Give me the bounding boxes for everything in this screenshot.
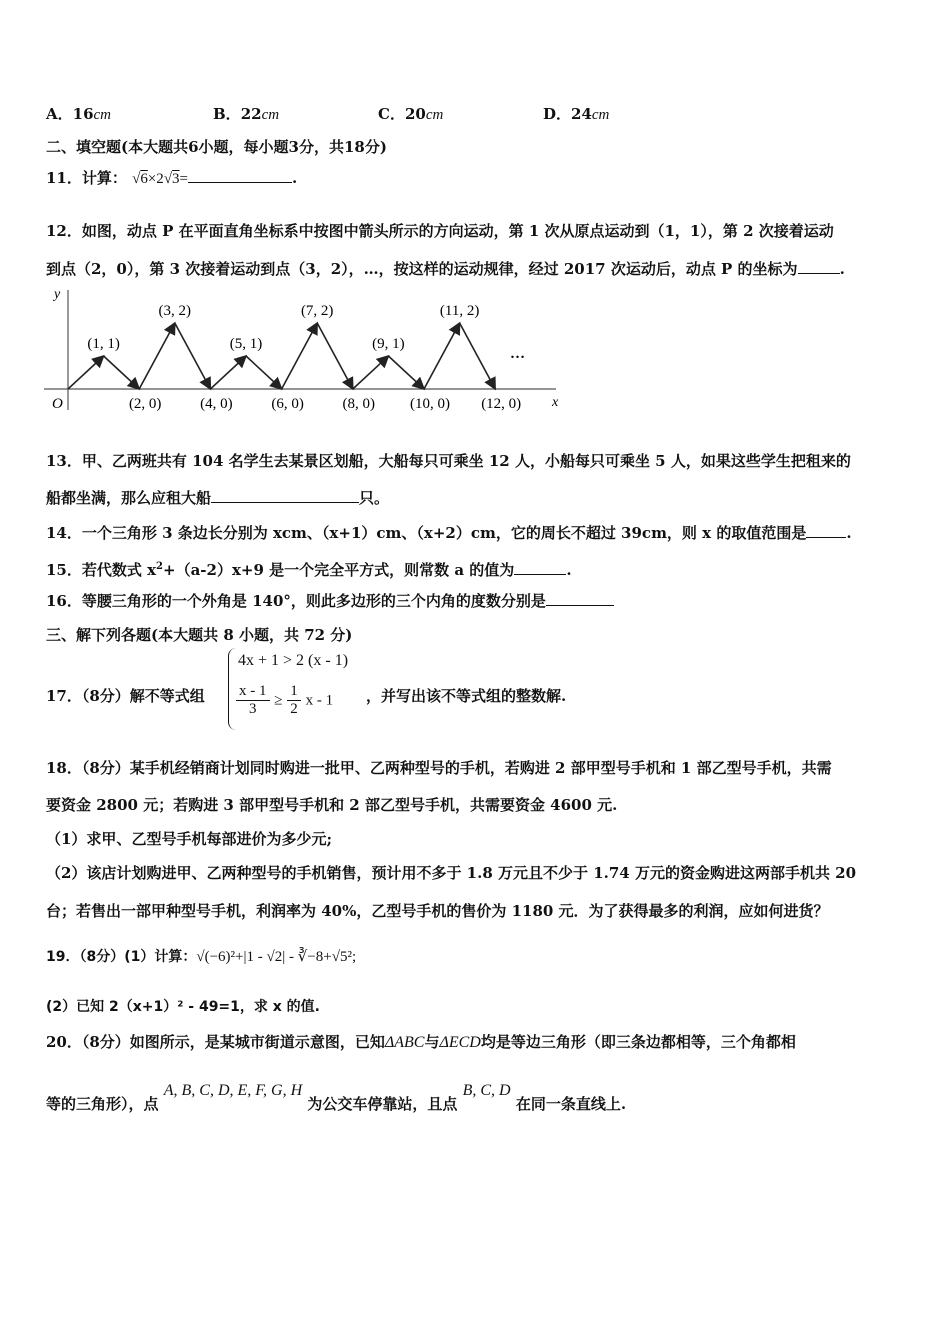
path-segment <box>175 323 211 389</box>
path-segment <box>388 356 424 389</box>
collinear-points-label: B, C, D <box>462 1082 511 1099</box>
answer-blank <box>188 168 292 183</box>
question-12-line2: 到点（2，0），第 3 次接着运动到点（3，2），…，按这样的运动规律，经过 2017 次运动后，动点 P 的坐标为 . <box>46 260 845 278</box>
bus-stops-label: A, B, C, D, E, F, G, H <box>163 1082 303 1099</box>
answer-blank <box>514 560 566 575</box>
axis-point-label: (6, 0) <box>271 396 304 412</box>
inequality-1: 4x + 1 > 2 (x - 1) <box>238 652 349 669</box>
path-segment <box>353 356 389 389</box>
axis-point-label: (10, 0) <box>410 396 450 412</box>
question-13-line1: 13．甲、乙两班共有 104 名学生去某景区划船，大船每只可乘坐 12 人，小船每只可乘坐 5 人，如果这些学生把租来的 <box>46 452 851 470</box>
option-c: C．20cm <box>378 105 444 123</box>
path-segment <box>68 356 104 389</box>
option-a: A．16cm <box>46 105 112 123</box>
point-label: (7, 2) <box>300 303 334 319</box>
question-18-sub2-line1: （2）该店计划购进甲、乙两种型号的手机销售，预计用不多于 1.8 万元且不少于 1.74 万元的资金购进这两部手机共 20 <box>46 864 857 882</box>
q19-expression: √(−6)²+|1 - √2| - ∛−8+√5²; <box>196 949 357 965</box>
question-17-prefix: 17．（8分）解不等式组 <box>46 687 205 705</box>
x-axis-label: x <box>552 395 559 410</box>
question-18-sub2-line2: 台；若售出一部甲种型号手机，利润率为 40%，乙型号手机的售价为 1180 元．为了获得最多的利润，应如何进货？ <box>46 902 829 920</box>
path-segment <box>246 356 282 389</box>
question-16: 16．等腰三角形的一个外角是 140°，则此多边形的三个内角的度数分别是 <box>46 591 614 611</box>
question-13-line2: 船都坐满，那么应租大船 只。 <box>46 489 390 507</box>
path-segment <box>104 356 140 389</box>
path-segment <box>424 323 460 389</box>
question-15: 15．若代数式 $x^2+(a-2)x+9$ 是一个完全平方式，则常数 a 的值为 . <box>46 561 572 579</box>
origin-label: O <box>52 396 63 412</box>
zigzag-graph <box>44 284 564 416</box>
axis-point-label: (12, 0) <box>481 396 522 412</box>
axis-point-label: (2, 0) <box>128 396 162 412</box>
answer-blank <box>546 591 614 606</box>
q11-expression: √6×2√3= <box>132 171 189 187</box>
path-segment <box>460 323 496 389</box>
path-segment <box>139 323 175 389</box>
answer-blank <box>798 259 840 274</box>
question-18-line2: 要资金 2800 元；若购进 3 部甲型号手机和 2 部乙型号手机，共需要资金 4600 元. <box>46 796 618 814</box>
question-18-sub1: （1）求甲、乙型号手机每部进价为多少元; <box>46 830 332 848</box>
question-12-line1: 12．如图，动点 P 在平面直角坐标系中按图中箭头所示的方向运动，第 1 次从原点运动到（1，1），第 2 次接着运动 <box>46 222 834 240</box>
question-20-line1: 20．（8分）如图所示，是某城市街道示意图，已知ΔABC与ΔECD均是等边三角形（即三条边都相等，三个角都相 <box>46 1033 796 1051</box>
question-18-line1: 18．（8分）某手机经销商计划同时购进一批甲、乙两种型号的手机，若购进 2 部甲型号手机和 1 部乙型号手机，共需 <box>46 759 832 777</box>
question-17-suffix: ，并写出该不等式组的整数解. <box>366 687 567 705</box>
y-axis-label: y <box>54 287 61 302</box>
question-20-line2: 等的三角形），点 A, B, C, D, E, F, G, H 为公交车停靠站，且点 B, C, D 在同一条直线上. <box>46 1082 627 1113</box>
question-19-part1: 19．（8分）(1）计算：√(−6)²+|1 - √2| - ∛−8+√5²; <box>46 949 357 965</box>
path-segment <box>317 323 353 389</box>
path-segment <box>210 356 246 389</box>
answer-blank <box>806 523 846 538</box>
section3-title: 三、解下列各题(本大题共 8 小题，共 72 分) <box>46 626 353 644</box>
point-label: (11, 2) <box>439 303 480 319</box>
section2-title: 二、填空题(本大题共6小题，每小题3分，共18分) <box>46 138 387 156</box>
point-label: (1, 1) <box>87 336 120 352</box>
axis-point-label: (8, 0) <box>342 396 376 412</box>
option-b: B．22cm <box>213 105 280 123</box>
point-label: (9, 1) <box>372 336 405 352</box>
answer-blank <box>211 488 359 503</box>
axis-point-label: (4, 0) <box>200 396 233 412</box>
path-segment <box>282 323 318 389</box>
point-label: (5, 1) <box>229 336 263 352</box>
inequality-2: $\frac{x - 1}{3}$ ≥ $\frac{1}{2}$ x - 1 <box>236 683 333 718</box>
question-11: 11．计算： √6×2√3= . <box>46 169 298 187</box>
question-14: 14．一个三角形 3 条边长分别为 xcm、（x+1）cm、（x+2）cm，它的周长不超过 39cm，则 x 的取值范围是 . <box>46 524 852 542</box>
option-d: D．24cm <box>543 105 610 123</box>
question-19-part2: (2）已知 2（x+1）² - 49=1，求 x 的值. <box>46 999 320 1015</box>
ellipsis: … <box>510 346 525 362</box>
point-label: (3, 2) <box>158 303 192 319</box>
